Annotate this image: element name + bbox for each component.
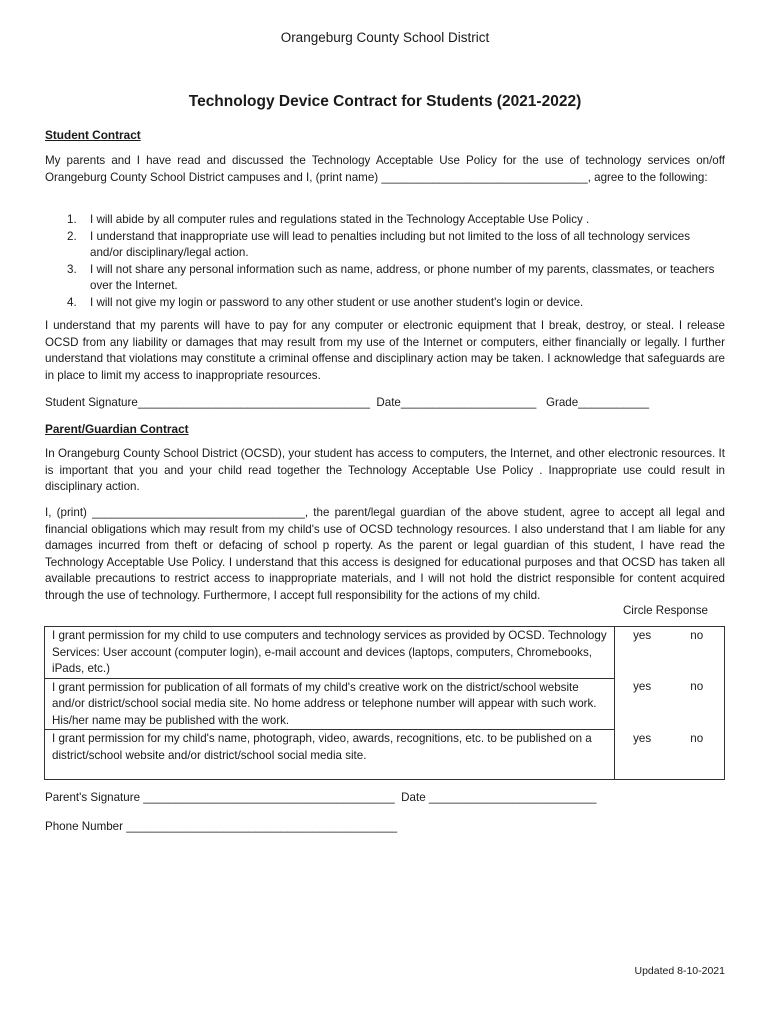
yes-option[interactable]: yes — [633, 629, 652, 642]
district-header: Orangeburg County School District — [280, 30, 490, 45]
student-intro: My parents and I have read and discussed the Technology Acceptable Use Policy for the use of technology services on/off Orangeburg County School District campuses and I, (print name) ________________________________, agree to the following: — [45, 154, 725, 184]
yes-option[interactable]: yes — [633, 680, 652, 693]
no-option[interactable]: no — [690, 731, 704, 745]
list-item — [45, 262, 725, 295]
parent-signature-line[interactable]: Parent's Signature _______________________________________ Date __________________________ — [45, 791, 597, 804]
updated-date: Updated 8-10-2021 — [634, 965, 725, 977]
yes-option[interactable]: yes — [633, 731, 652, 745]
circle-response-label: Circle Response — [622, 604, 708, 617]
student-contract-heading: Student Contract — [45, 128, 141, 142]
table-row — [45, 678, 725, 730]
list-item — [45, 295, 725, 312]
list-number: 4. — [67, 295, 77, 309]
student-understanding: I understand that my parents will have to pay for any computer or electronic equipment that I break, destroy, or steal. I release OCSD from any liability or damages that may result from my use of the Internet or computers, either financially or legally. I further understand that violations may constitute a criminal offense and disciplinary action may be taken. I acknowledge that safeguards are in place to limit my access to inappropriate resources. — [45, 319, 725, 382]
student-rules-list — [45, 212, 725, 311]
page-title: Technology Device Contract for Students (2021-2022) — [188, 93, 582, 110]
list-number: 3. — [67, 262, 77, 276]
phone-number-line[interactable]: Phone Number __________________________________________ — [45, 820, 398, 833]
list-text: I will abide by all computer rules and regulations stated in the Technology Acceptable Use Policy . — [90, 213, 590, 226]
permission-text: I grant permission for my child to use computers and technology services as provided by OCSD. Technology Services: User account (computer login), e-mail account and devices (laptops, computers, Chromebooks, iPads, etc.) — [45, 627, 615, 679]
table-row — [45, 627, 725, 679]
list-text: I understand that inappropriate use will lead to penalties including but not limited to the loss of all technology services and/or disciplinary/legal action. — [90, 229, 691, 259]
list-text: I will not give my login or password to any other student or use another student's login or device. — [90, 295, 584, 309]
permission-text: I grant permission for publication of all formats of my child's creative work on the district/school website and/or district/school social media site. No home address or telephone number will appear with such work. His/her name may be published with the work. — [45, 678, 615, 730]
no-option[interactable]: no — [690, 680, 704, 693]
permissions-table — [44, 626, 725, 780]
list-number: 1. — [67, 213, 77, 226]
parent-contract-heading: Parent/Guardian Contract — [45, 422, 189, 436]
list-number: 2. — [67, 229, 77, 243]
list-item — [45, 212, 725, 229]
student-signature-line[interactable]: Student Signature____________________________________ Date_____________________ Grade___________ — [45, 396, 650, 409]
list-item — [45, 229, 725, 262]
permission-text: I grant permission for my child's name, photograph, video, awards, recognitions, etc. to be published on a district/school website and/or district/school social media site. — [45, 730, 615, 780]
table-row — [45, 730, 725, 780]
list-text: I will not share any personal information such as name, address, or phone number of my parents, classmates, or teachers over the Internet. — [90, 262, 715, 292]
parent-intro: In Orangeburg County School District (OCSD), your student has access to computers, the Internet, and other electronic resources. It is important that you and your child read together the Technology Acceptable Use Policy . Inappropriate use could result in disciplinary action. — [45, 447, 725, 493]
parent-agreement: I, (print) _________________________________, the parent/legal guardian of the above student, agree to accept all legal and financial obligations which may result from my child's use of OCSD technology resources. I also understand that I am liable for any damages incurred from theft or defacing of school p roperty. As the parent or legal guardian of this student, I have read the Technology Acceptable Use Policy. I understand that this access is designed for educational purposes and that OCSD has taken all available precautions to restrict access to inappropriate materials, and I will not hold the district responsible for content acquired through the use of technology. Furthermore, I accept full responsibility for the actions of my child. — [45, 506, 725, 602]
no-option[interactable]: no — [690, 629, 704, 642]
